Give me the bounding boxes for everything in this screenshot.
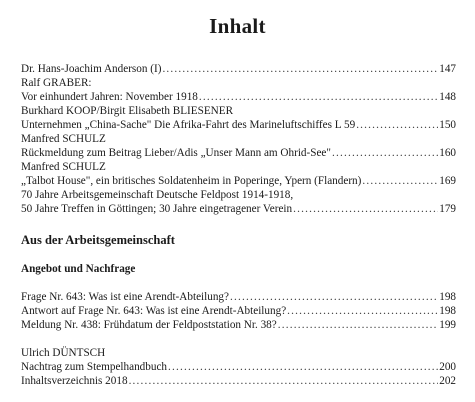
dot-leader xyxy=(362,174,438,188)
toc-page-number: 147 xyxy=(439,63,456,75)
toc-page-number: 199 xyxy=(439,319,456,331)
dot-leader xyxy=(332,146,438,160)
dot-leader xyxy=(287,304,438,318)
toc-author: Ralf GRABER: xyxy=(21,77,92,89)
dot-leader xyxy=(230,290,438,304)
toc-entry-text: Nachtrag zum Stempelhandbuch xyxy=(21,361,168,373)
dot-leader xyxy=(278,318,438,332)
toc-entry-text: 70 Jahre Arbeitsgemeinschaft Deutsche Feldpost 1914-1918, xyxy=(21,189,294,201)
toc-entry-text: 50 Jahre Treffen in Göttingen; 30 Jahre eingetragener Verein xyxy=(21,203,293,215)
toc-page-number: 150 xyxy=(439,119,456,131)
toc-entry xyxy=(21,146,456,160)
sub-heading: Angebot und Nachfrage xyxy=(21,263,136,275)
toc-entry xyxy=(21,118,456,132)
toc-entry xyxy=(21,290,456,304)
toc-entry-text: Inhaltsverzeichnis 2018 xyxy=(21,375,128,387)
toc-entry xyxy=(21,174,456,188)
toc-page-number: 198 xyxy=(439,291,456,303)
toc-entry xyxy=(21,304,456,318)
toc-entry xyxy=(21,202,456,216)
toc-entry-text: Frage Nr. 643: Was ist eine Arendt-Abteilung? xyxy=(21,291,229,303)
page-title: Inhalt xyxy=(209,14,266,38)
toc-entry-text: Meldung Nr. 438: Frühdatum der Feldpoststation Nr. 38? xyxy=(21,319,277,331)
toc-entry xyxy=(21,374,456,388)
section-heading: Aus der Arbeitsgemeinschaft xyxy=(21,233,175,247)
toc-page-number: 202 xyxy=(439,375,456,387)
toc-page-number: 160 xyxy=(439,147,456,159)
dot-leader xyxy=(199,90,438,104)
toc-entry xyxy=(21,90,456,104)
toc-entry xyxy=(21,360,456,374)
toc-page-number: 169 xyxy=(439,175,456,187)
dot-leader xyxy=(129,374,439,388)
toc-entry xyxy=(21,318,456,332)
toc-author: Manfred SCHULZ xyxy=(21,161,106,173)
toc-entry-text: Antwort auf Frage Nr. 643: Was ist eine Arendt-Abteilung? xyxy=(21,305,287,317)
dot-leader xyxy=(168,360,438,374)
dot-leader xyxy=(293,202,438,216)
toc-page-number: 200 xyxy=(439,361,456,373)
toc-page-number: 179 xyxy=(439,203,456,215)
toc-author: Ulrich DÜNTSCH xyxy=(21,347,106,359)
toc-author: Burkhard KOOP/Birgit Elisabeth BLIESENER xyxy=(21,105,234,117)
toc-entry-text: „Talbot House", ein britisches Soldatenheim in Poperinge, Ypern (Flandern) xyxy=(21,175,362,187)
toc-page-number: 148 xyxy=(439,91,456,103)
dot-leader xyxy=(162,62,438,76)
dot-leader xyxy=(356,118,438,132)
toc-entry-text: Dr. Hans-Joachim Anderson (I) xyxy=(21,63,162,75)
toc-author: Manfred SCHULZ xyxy=(21,133,106,145)
toc-entry-text: Rückmeldung zum Beitrag Lieber/Adis „Unser Mann am Ohrid-See" xyxy=(21,147,331,159)
toc-entry-text: Vor einhundert Jahren: November 1918 xyxy=(21,91,198,103)
toc-entry-text: Unternehmen „China-Sache" Die Afrika-Fahrt des Marineluftschiffes L 59 xyxy=(21,119,356,131)
toc-page-number: 198 xyxy=(439,305,456,317)
toc-entry xyxy=(21,62,456,76)
